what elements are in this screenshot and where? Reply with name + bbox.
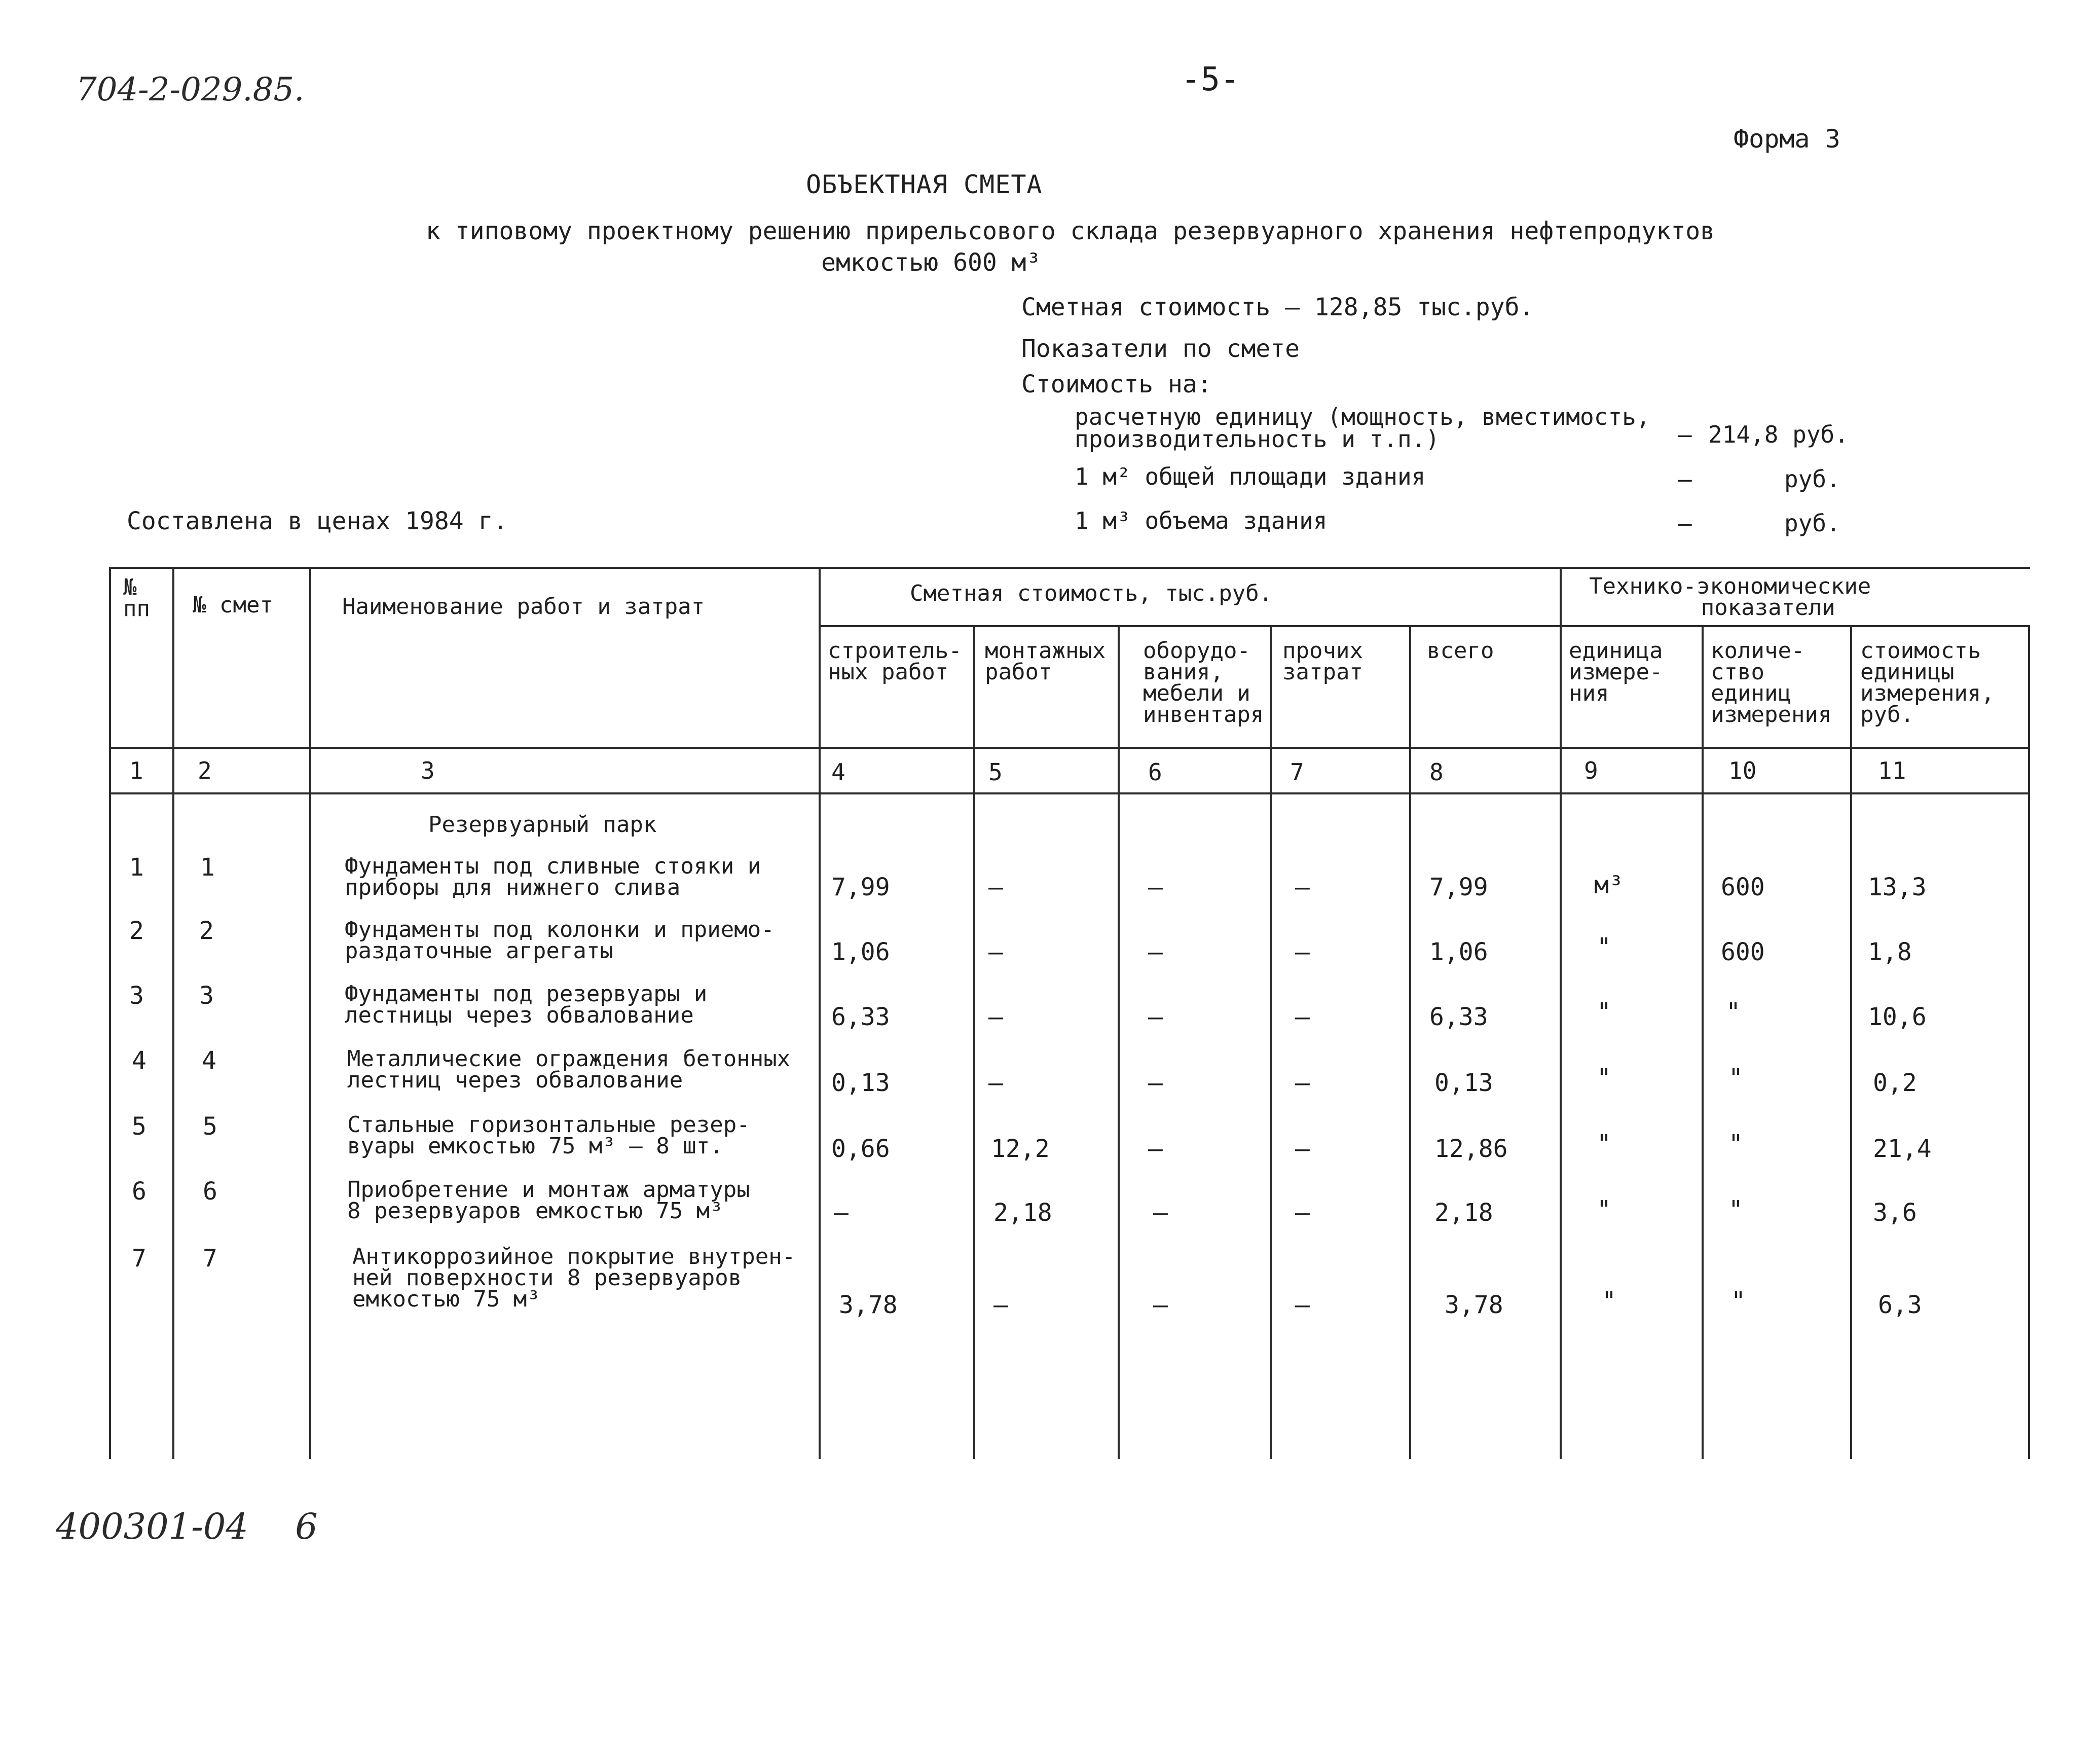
colnum-bottom-border (109, 792, 2030, 794)
header-equipment: оборудо- вания, мебели и инвентаря (1143, 638, 1264, 728)
footer-archive-code: 400301-04 6 (56, 1506, 318, 1547)
header-cost-group: Сметная стоимость, тыс.руб. (910, 580, 1273, 606)
col-border-7 (1409, 625, 1411, 1459)
indicator-unit-value: 214,8 руб. (1708, 421, 1849, 448)
col-border-11 (2028, 625, 2030, 1459)
col-number-8: 8 (1429, 758, 1444, 786)
header-other: прочих затрат (1282, 638, 1363, 685)
col-border-0 (109, 567, 111, 1459)
header-bottom-border (109, 747, 2030, 749)
col-border-2 (309, 567, 311, 1459)
col-border-10 (1850, 625, 1852, 1459)
col-number-5: 5 (988, 758, 1003, 786)
indicator-area-label: 1 м² общей площади здания (1075, 463, 1426, 490)
col-number-3: 3 (421, 757, 435, 784)
form-label: Форма 3 (1734, 124, 1840, 154)
cost-on-label: Стоимость на: (1021, 370, 1212, 398)
col-border-1 (172, 567, 174, 1459)
document-title: ОБЪЕКТНАЯ СМЕТА (806, 170, 1043, 199)
subtitle-line1: к типовому проектному решению прирельсового склада резервуарного хранения нефтепродуктов (426, 217, 1715, 245)
estimated-cost: Сметная стоимость – 128,85 тыс.руб. (1021, 293, 1534, 321)
header-num: № пп (123, 574, 150, 622)
col-number-11: 11 (1878, 757, 1906, 784)
header-installation: монтажных работ (985, 638, 1106, 685)
section-title: Резервуарный парк (428, 812, 657, 838)
indicator-volume-label: 1 м³ объема здания (1075, 507, 1328, 534)
indicator-area-dash: – (1678, 465, 1692, 493)
indicator-unit-label: расчетную единицу (мощность, вместимость, производительность и т.п.) (1075, 403, 1650, 453)
col-number-10: 10 (1728, 757, 1757, 784)
header-unit: единица измере- ния (1569, 638, 1663, 706)
col-number-7: 7 (1290, 758, 1304, 786)
col-number-2: 2 (198, 757, 212, 784)
col-border-3 (819, 567, 821, 1459)
document-code: 704-2-029.85. (76, 71, 305, 108)
estimate-table: № пп № смет Наименование работ и затрат Сметная стоимость, тыс.руб. Технико-экономические показатели строитель- ных работ монтажных работ оборудо- вания, мебели и инвентаря прочих затрат всего единица измере- ния количе- ство единиц измерения стоимость единицы измерения, руб. 1 2 3 4 5 6 7 8 9 10 11 Резервуарный парк 1 1 Фундаменты под сливные стояки и приборы для нижнего слива 7,99 – – – 7,99 м³ 600 13,3 2 2 Фундаменты под колонки и приемо- раздаточные агрегаты 1,06 – – – 1,06 " 600 1,8 3 3 Фундаменты под резервуары и лестницы через обвалование 6,33 – – – 6,33 " " 10,6 4 4 Металлические ограждения бетонных лестниц через обвалование 0,13 – – – 0,13 " " 0,2 5 5 Стальные горизонтальные резер- вуары емкостью 75 м³ – 8 шт. 0,66 12,2 – – 12,86 " " 21,4 6 6 Приобретение и монтаж арматуры 8 резервуаров емкостью 75 м³ – 2,18 – – 2,18 " " 3,6 7 7 Антикоррозийное покрытие внутрен- ней поверхности 8 резервуаров емкостью 75 м³ 3,78 – – – 3,78 " " 6,3 (109, 567, 2030, 1459)
composed-in-prices: Составлена в ценах 1984 г. (127, 507, 508, 535)
header-estimate-num: № смет (193, 592, 273, 618)
indicator-area-value: руб. (1784, 465, 1840, 493)
col-border-9 (1702, 625, 1704, 1459)
header-unit-cost: стоимость единицы измерения, руб. (1860, 638, 1995, 728)
header-construction: строитель- ных работ (828, 638, 962, 685)
subtitle-line2: емкостью 600 м³ (821, 248, 1041, 277)
page-number: -5- (1181, 61, 1240, 98)
table-top-border (109, 567, 2030, 569)
col-number-6: 6 (1148, 758, 1162, 786)
indicator-unit-dash: – (1678, 421, 1692, 448)
header-group-divider (819, 625, 2030, 627)
indicator-volume-value: руб. (1784, 510, 1840, 537)
header-tech-group: Технико-экономические показатели (1589, 573, 1871, 621)
header-total: всего (1427, 638, 1494, 664)
col-number-9: 9 (1584, 757, 1598, 784)
header-name: Наименование работ и затрат (342, 594, 705, 620)
col-border-5 (1118, 625, 1120, 1459)
indicator-volume-dash: – (1678, 510, 1692, 537)
col-border-6 (1270, 625, 1272, 1459)
col-number-1: 1 (129, 757, 143, 784)
indicators-title: Показатели по смете (1021, 335, 1300, 363)
col-border-4 (973, 625, 975, 1459)
header-quantity: количе- ство единиц измерения (1711, 638, 1832, 728)
col-border-8 (1560, 567, 1562, 1459)
col-number-4: 4 (831, 758, 845, 786)
